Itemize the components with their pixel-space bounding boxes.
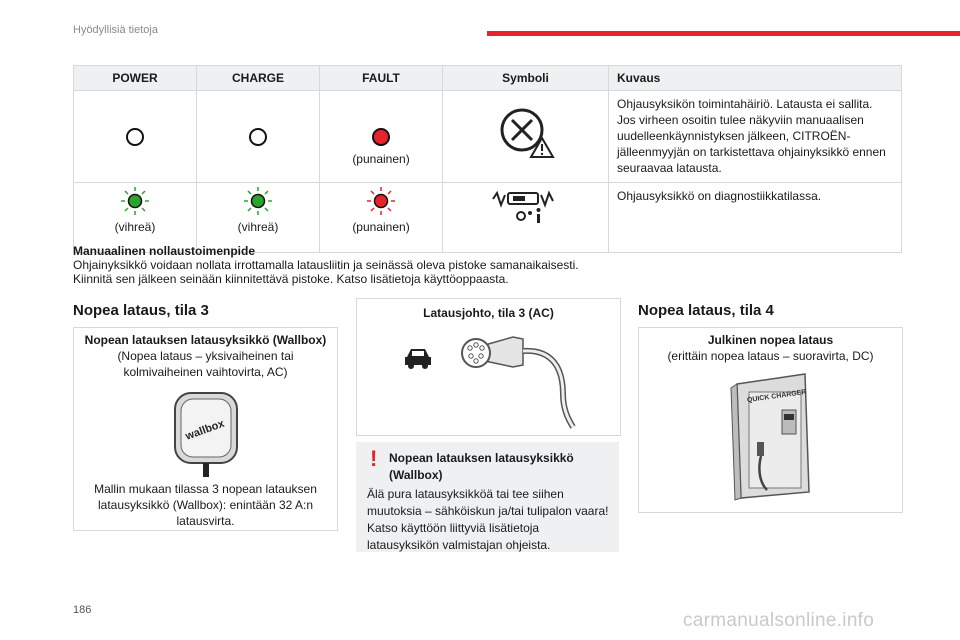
led-off-icon	[247, 126, 269, 148]
watermark: carmanualsonline.info	[683, 610, 875, 631]
column-header-fault: FAULT	[320, 66, 443, 91]
description-cell: Ohjausyksikkö on diagnostiikkatilassa.	[609, 183, 902, 253]
led-color-caption: (vihreä)	[114, 220, 156, 234]
cable-box-title: Latausjohto, tila 3 (AC)	[423, 306, 554, 320]
public-charger-box	[638, 327, 903, 513]
warning-body-line: Älä pura latausyksikköä tai tee siihen	[367, 487, 564, 501]
wallbox-caption: latausyksikkö (Wallbox): enintään 32 A:n	[98, 498, 313, 512]
column-header-power: POWER	[74, 66, 197, 91]
wallbox-device-label: wallbox	[183, 417, 226, 443]
fault-symbol-icon	[494, 102, 558, 166]
manual-reset-text: Kiinnitä sen jälkeen seinään kiinnitettävä pistoke. Katso lisätietoja käyttöoppaasta.	[73, 272, 509, 286]
symbol-cell	[443, 91, 609, 183]
wallbox-box-title: Nopean latauksen latausyksikkö (Wallbox)	[84, 333, 327, 347]
description-cell: Ohjausyksikön toimintahäiriö. Latausta ei sallita. Jos virheen osoitin tulee näkyviin manuaalisen uudelleenkäynnistyksen jälkeen, CITROËN-jälleenmyyjän on tarkistettava ohjainyksikkö ennen seuraavaa latausta.	[609, 91, 902, 183]
wallbox-device-image	[166, 389, 246, 479]
charge-cell	[197, 183, 320, 253]
public-charger-title: Julkinen nopea lataus	[707, 333, 834, 347]
warning-title	[389, 450, 609, 484]
running-header: Hyödyllisiä tietoja	[73, 24, 158, 36]
charging-cable-image	[363, 329, 613, 429]
warning-body	[367, 486, 617, 554]
warning-title-line: Nopean latauksen latausyksikkö	[389, 451, 574, 465]
led-green-blinking-icon	[243, 186, 273, 216]
car-icon	[405, 349, 431, 369]
mode3-heading: Nopea lataus, tila 3	[73, 302, 209, 319]
wallbox-box	[73, 327, 338, 531]
led-color-caption: (punainen)	[352, 152, 410, 166]
led-green-blinking-icon	[120, 186, 150, 216]
power-cell	[74, 91, 197, 183]
quick-charger-image	[727, 372, 817, 502]
status-table	[73, 65, 902, 253]
led-red-blinking-icon	[366, 186, 396, 216]
warning-icon: !	[370, 446, 378, 471]
symbol-cell	[443, 183, 609, 253]
wallbox-box-subtitle: (Nopea lataus – yksivaiheinen tai	[117, 349, 294, 363]
wallbox-box-subtitle: kolmivaiheinen vaihtovirta, AC)	[123, 365, 288, 379]
wallbox-caption: latausvirta.	[176, 514, 235, 528]
warning-body-line: latausyksikön valmistajan ohjeista.	[367, 538, 551, 552]
warning-box	[356, 442, 619, 552]
manual-reset-section	[73, 244, 893, 286]
table-header-row	[74, 66, 902, 91]
fault-cell	[320, 183, 443, 253]
manual-reset-text: Ohjainyksikkö voidaan nollata irrottamalla latausliitin ja seinässä oleva pistoke samanaikaisesti.	[73, 258, 579, 272]
warning-body-line: Katso käyttöön liittyviä lisätietoja	[367, 521, 540, 535]
table-row	[74, 91, 902, 183]
column-header-symbol: Symboli	[443, 66, 609, 91]
mode4-heading: Nopea lataus, tila 4	[638, 302, 774, 319]
warning-body-line: muutoksia – sähköiskun ja/tai tulipalon vaara!	[367, 504, 609, 518]
wallbox-caption: Mallin mukaan tilassa 3 nopean latauksen	[94, 482, 317, 496]
manual-reset-title: Manuaalinen nollaustoimenpide	[73, 244, 256, 258]
charger-brand-label: QUICK CHARGER	[746, 388, 807, 405]
column-header-charge: CHARGE	[197, 66, 320, 91]
led-red-icon	[370, 126, 392, 148]
header-accent-bar	[487, 31, 960, 36]
cable-box	[356, 298, 621, 436]
led-color-caption: (vihreä)	[237, 220, 279, 234]
public-charger-subtitle: (erittäin nopea lataus – suoravirta, DC)	[667, 349, 874, 363]
led-off-icon	[124, 126, 146, 148]
table-row	[74, 183, 902, 253]
diagnostics-symbol-icon	[491, 189, 561, 225]
power-cell	[74, 183, 197, 253]
column-header-description: Kuvaus	[609, 66, 902, 91]
page-number: 186	[73, 604, 92, 616]
fault-cell	[320, 91, 443, 183]
charge-cell	[197, 91, 320, 183]
led-color-caption: (punainen)	[352, 220, 410, 234]
warning-title-line: (Wallbox)	[389, 468, 443, 482]
